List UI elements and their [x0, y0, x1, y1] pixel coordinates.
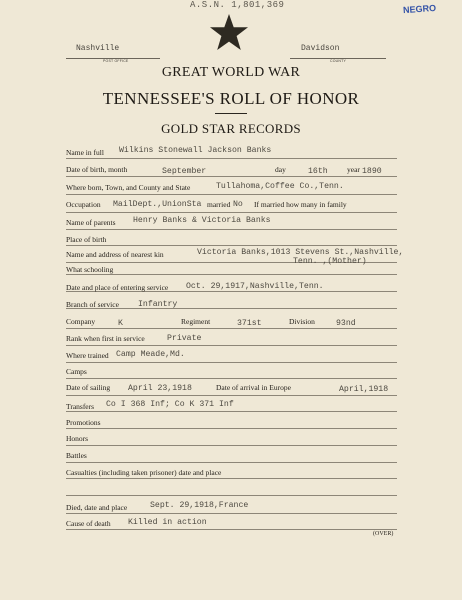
transfers-label: Transfers: [66, 402, 95, 411]
family-size-label: If married how many in family: [254, 200, 347, 209]
birthplace-label: Where born, Town, and County and State: [66, 183, 191, 192]
schooling-label: What schooling: [66, 265, 114, 274]
gold-star-icon: [209, 13, 249, 51]
name-line: [66, 158, 397, 159]
nearest-kin-value-line2: Tenn. ,(Mother): [293, 257, 367, 266]
title-great-world-war: GREAT WORLD WAR: [161, 65, 301, 80]
birthplace-line: [66, 194, 397, 195]
division-label: Division: [289, 317, 315, 326]
branch-value: Infantry: [138, 300, 178, 309]
married-value: No: [233, 200, 243, 209]
title-divider: [215, 113, 247, 114]
occupation-value: MailDept.,UnionSta: [113, 200, 202, 209]
schooling-line: [66, 274, 397, 275]
rank-line: [66, 345, 397, 346]
casualties-extra-line: [66, 495, 397, 496]
birth-day-value: 16th: [308, 167, 328, 176]
title-roll-of-honor: TENNESSEE'S ROLL OF HONOR: [102, 89, 360, 108]
place-of-birth-label: Place of birth: [66, 235, 107, 244]
post-office-caption: POST OFFICE: [103, 59, 129, 63]
transfers-value: Co I 368 Inf; Co K 371 Inf: [106, 400, 234, 409]
camps-line: [66, 378, 397, 379]
sailing-label: Date of sailing: [66, 383, 111, 392]
rank-value: Private: [167, 334, 202, 343]
promotions-label: Promotions: [66, 418, 101, 427]
died-line: [66, 513, 397, 514]
promotions-line: [66, 428, 397, 429]
parents-label: Name of parents: [66, 218, 116, 227]
entering-service-label: Date and place of entering service: [66, 283, 169, 292]
sailing-line: [66, 395, 397, 396]
nearest-kin-value-line1: Victoria Banks,1013 Stevens St.,Nashville,: [197, 248, 404, 257]
over-note: (OVER): [373, 531, 394, 537]
birth-date-line: [66, 176, 397, 177]
battles-line: [66, 462, 397, 463]
branch-label: Branch of service: [66, 300, 119, 309]
trained-label: Where trained: [66, 351, 109, 360]
honors-line: [66, 445, 397, 446]
birth-date-label: Date of birth, month: [66, 165, 128, 174]
married-label: married: [207, 200, 231, 209]
company-label: Company: [66, 317, 96, 326]
entering-service-value: Oct. 29,1917,Nashville,Tenn.: [186, 282, 324, 291]
camps-label: Camps: [66, 367, 87, 376]
cause-of-death-value: Killed in action: [128, 518, 207, 527]
rank-label: Rank when first in service: [66, 334, 145, 343]
arrival-value: April,1918: [339, 385, 389, 394]
died-value: Sept. 29,1918,France: [150, 501, 249, 510]
birthplace-value: Tullahoma,Coffee Co.,Tenn.: [216, 182, 344, 191]
arrival-label: Date of arrival in Europe: [216, 383, 291, 392]
county-caption: COUNTY: [330, 59, 346, 63]
name-label: Name in full: [66, 148, 104, 157]
nearest-kin-label: Name and address of nearest kin: [66, 250, 164, 259]
died-label: Died, date and place: [66, 503, 128, 512]
parents-line: [66, 229, 397, 230]
parents-value: Henry Banks & Victoria Banks: [133, 216, 271, 225]
trained-line: [66, 362, 397, 363]
regiment-value: 371st: [237, 319, 262, 328]
regiment-label: Regiment: [181, 317, 211, 326]
race-stamp: NEGRO: [402, 2, 437, 16]
company-value: K: [118, 319, 123, 328]
casualties-line: [66, 478, 397, 479]
birth-year-value: 1890: [362, 167, 382, 176]
birth-day-label: day: [275, 165, 286, 174]
county-value: Davidson: [301, 44, 340, 53]
honors-label: Honors: [66, 434, 89, 443]
trained-value: Camp Meade,Md.: [116, 350, 185, 359]
birth-month-value: September: [162, 167, 207, 176]
birth-year-label: year: [347, 165, 360, 174]
occupation-line: [66, 212, 397, 213]
army-serial-number: A.S.N. 1,801,369: [190, 0, 285, 10]
name-value: Wilkins Stonewall Jackson Banks: [119, 146, 272, 155]
occupation-label: Occupation: [66, 200, 101, 209]
division-value: 93nd: [336, 319, 356, 328]
cause-of-death-label: Cause of death: [66, 519, 111, 528]
battles-label: Battles: [66, 451, 87, 460]
post-office-value: Nashville: [76, 44, 120, 53]
place-of-birth-line: [66, 245, 397, 246]
sailing-value: April 23,1918: [128, 384, 192, 393]
transfers-line: [66, 411, 397, 412]
casualties-label: Casualties (including taken prisoner) date and place: [66, 468, 222, 477]
title-gold-star-records: GOLD STAR RECORDS: [161, 121, 301, 136]
cause-of-death-line: [66, 529, 397, 530]
